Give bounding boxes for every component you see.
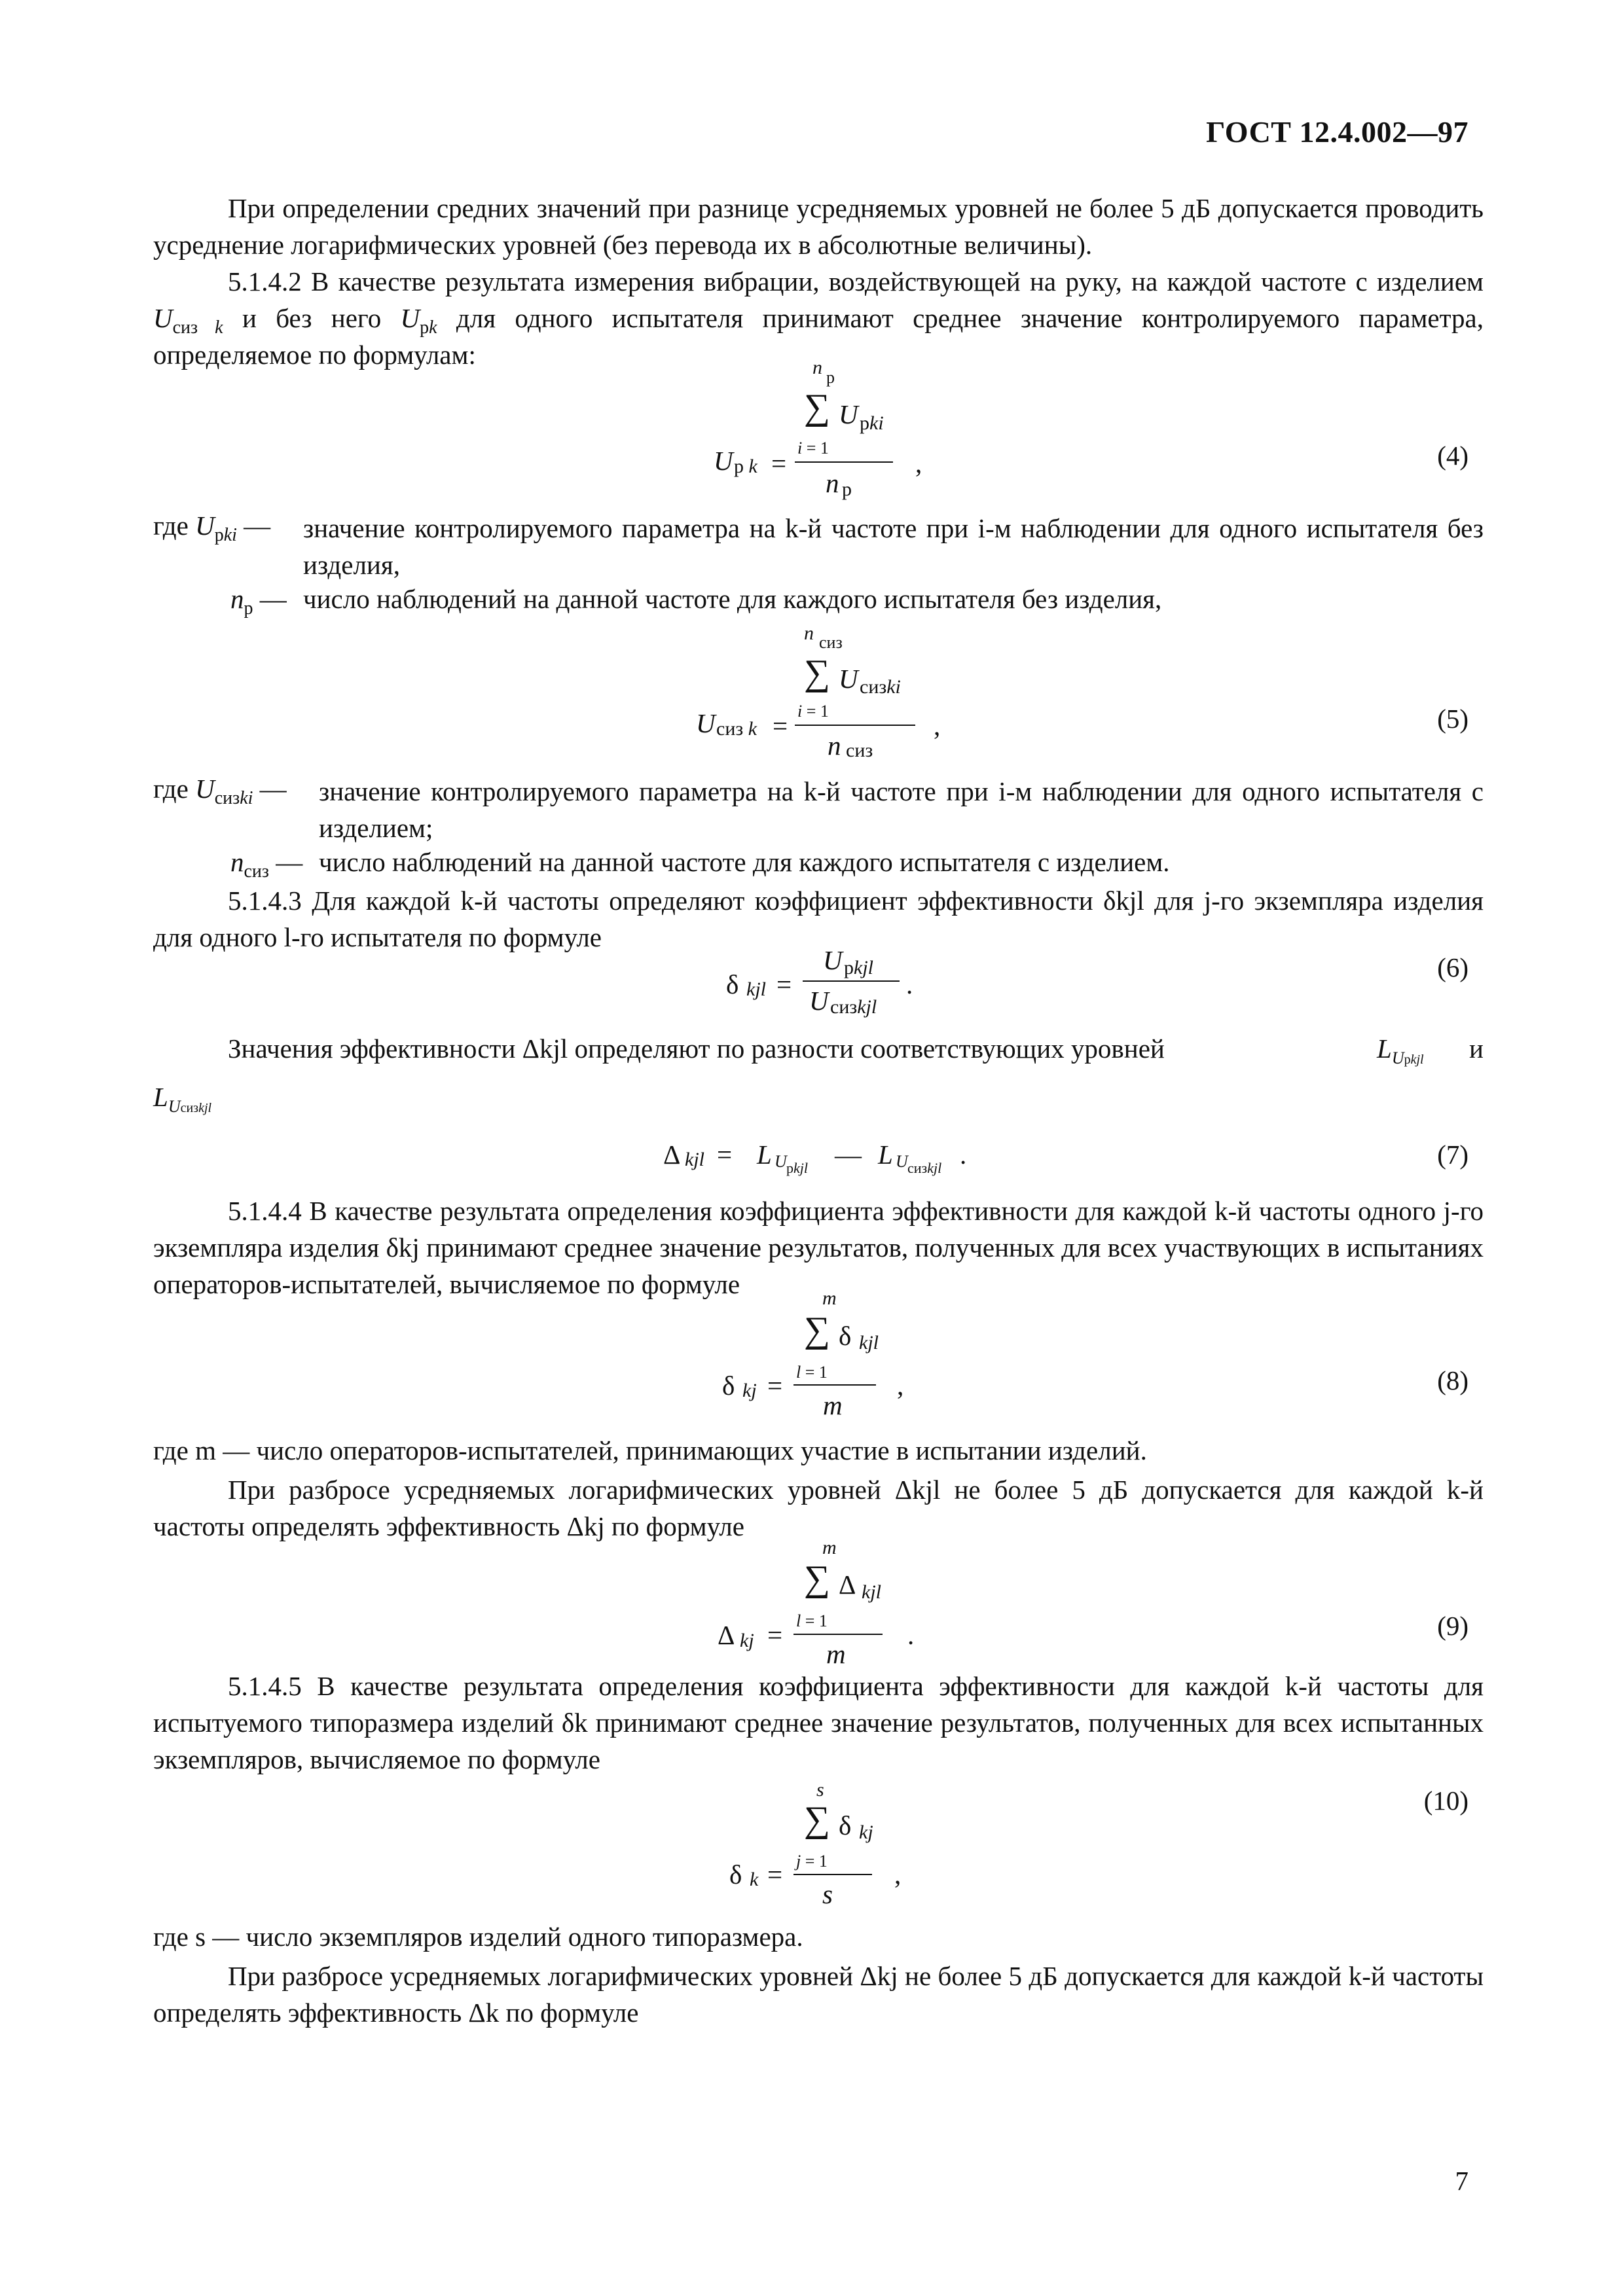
paragraph-spread-delta-kj: При разбросе усредняемых логарифмических уровней Δkj не более 5 дБ допускается для каждой k-й частоты определять эффективность Δk по формуле [153,1961,1484,2028]
where-text-np: число наблюдений на данной частоте для каждого испытателя без изделия, [303,584,1162,614]
paragraph-5-1-4-2: 5.1.4.2 В качестве результата измерения вибрации, воздействующей на руку, на каждой частоте с изделием $U_{сиз k}$ и без него $U_{рk}$ для одного испытателя принимают среднее значение контролируемого параметра, определяемое по формулам: [153,266,1484,370]
where-text-usizki: значение контролируемого параметра на k-й частоте при i-м наблюдении для одного испытателя с изделием; [319,776,1484,843]
page-number: 7 [1455,2166,1468,2196]
paragraph-averaging: При определении средних значений при разнице усредняемых уровней не более 5 дБ допускается проводить усреднение логарифмических уровней (без перевода их в абсолютные величины). [153,193,1484,260]
where-text-s: где s — число экземпляров изделий одного типоразмера. [153,1922,803,1952]
where-label-usizki: где $U_{сизki}$ — [153,774,287,808]
where-label-nsiz: $n_{сиз}$ — [230,847,303,882]
paragraph-delta-levels: Значения эффективности Δkjl определяют по разности соответствующих уровней $L_{Uрkjl}$ и [228,1033,1484,1067]
equation-number-4: (4) [1437,440,1468,471]
where-text-nsiz: число наблюдений на данной частоте для каждого испытателя с изделием. [319,847,1170,877]
paragraph-5-1-4-5: 5.1.4.5 В качестве результата определения коэффициента эффективности для каждой k-й частоты для испытуемого типоразмера изделий δk принимают среднее значение результатов, полученных для всех испытанных экземпляров, вычисляемое по формуле [153,1671,1484,1774]
equation-number-5: (5) [1437,704,1468,734]
paragraph-5-1-4-4: 5.1.4.4 В качестве результата определения коэффициента эффективности для каждой k-й частоты одного j-го экземпляра изделия δkj принимают среднее значение результатов, полученных для всех участвующих в испытаниях операторов-испытателей, вычисляемое по формуле [153,1196,1484,1299]
paragraph-spread-delta-kjl: При разбросе усредняемых логарифмических уровней Δkjl не более 5 дБ допускается для каждой k-й частоты определять эффективность Δkj по формуле [153,1475,1484,1541]
equation-number-9: (9) [1437,1611,1468,1641]
equation-number-10: (10) [1423,1785,1468,1816]
where-label-upki: где $U_{рki}$ — [153,511,271,545]
equation-number-7: (7) [1437,1139,1468,1170]
document-page: ГОСТ 12.4.002—97 При определении средних значений при разнице усредняемых уровней не более 5 дБ допускается проводить усреднение логарифмических уровней (без перевода их в абсолютные величины). 5.1.4.2 В качестве результата измерения вибрации, воздействующей на руку, на каждой частоте с изделием $U_{сиз k}$ и без него $U_{рk}$ для одного испытателя принимают среднее значение контролируемого параметра, определяемое по формулам: n р ∑ U рki U р k = i = 1 n р , (4) где $U_{рki}$ — значение контролируемого параметра на k-й частоте при i-м наблюдении для одного испытателя без изделия, $n_р$ — число наблюдений на данной частоте для каждого испытателя без изделия, n сиз ∑ U сизki U сиз k = i = 1 n сиз , (5) где $U_{сизki}$ — значение контролируемого параметра на k-й частоте при i-м наблюдении для одного испытателя с изделием; $n_{сиз}$ — число наблюдений на данной частоте для каждого испытателя с изделием. 5.1.4.3 Для каждой k-й частоты определяют коэффициент эффективности δkjl для j-го экземпляра изделия для одного l-го испытателя по формуле δ kjl = U рkjl U сизkjl . (6) Значения эффективности Δkjl определяют по разности соответствующих уровней $L_{Uрkjl}$ и $L_{Uсизkjl}$ Δ kjl = L U рkjl — L U сизkjl . (7) 5.1.4.4 В качестве результата определения коэффициента эффективности для каждой k-й частоты одного j-го экземпляра изделия δkj принимают среднее значение результатов, полученных для всех участвующих в испытаниях операторов-испытателей, вычисляемое по формуле m ∑ δ kjl δ kj = l = 1 m , (8) где m — число операторов-испытателей, принимающих участие в испытании изделий. При разбросе усредняемых логарифмических уровней Δkjl не более 5 дБ допускается для каждой k-й частоты определять эффективность Δkj по формуле m ∑ Δ kjl Δ kj = l = 1 m . (9) 5.1.4.5 В качестве результата определения коэффициента эффективности для каждой k-й частоты для испытуемого типоразмера изделий δk принимают среднее значение результатов, полученных для всех испытанных экземпляров, вычисляемое по формуле s ∑ δ kj δ k = j = 1 s , (10) где s — число экземпляров изделий одного типоразмера. При разбросе усредняемых логарифмических уровней Δkj не более 5 дБ допускается для каждой k-й частоты определять эффективность Δk по формуле 7 [153,115,1484,2196]
level-l-usizkjl: $L_{Uсизkjl}$ [153,1082,212,1116]
equation-number-8: (8) [1437,1365,1468,1395]
where-text-upki: значение контролируемого параметра на k-й частоте при i-м наблюдении для одного испытателя без изделия, [303,513,1484,580]
paragraph-5-1-4-3: 5.1.4.3 Для каждой k-й частоты определяют коэффициент эффективности δkjl для j-го экземпляра изделия для одного l-го испытателя по формуле [153,886,1484,952]
where-label-np: $n_р$ — [230,584,287,619]
document-header: ГОСТ 12.4.002—97 [1206,115,1468,149]
where-text-m: где m — число операторов-испытателей, принимающих участие в испытании изделий. [153,1435,1147,1465]
equation-number-6: (6) [1437,952,1468,982]
